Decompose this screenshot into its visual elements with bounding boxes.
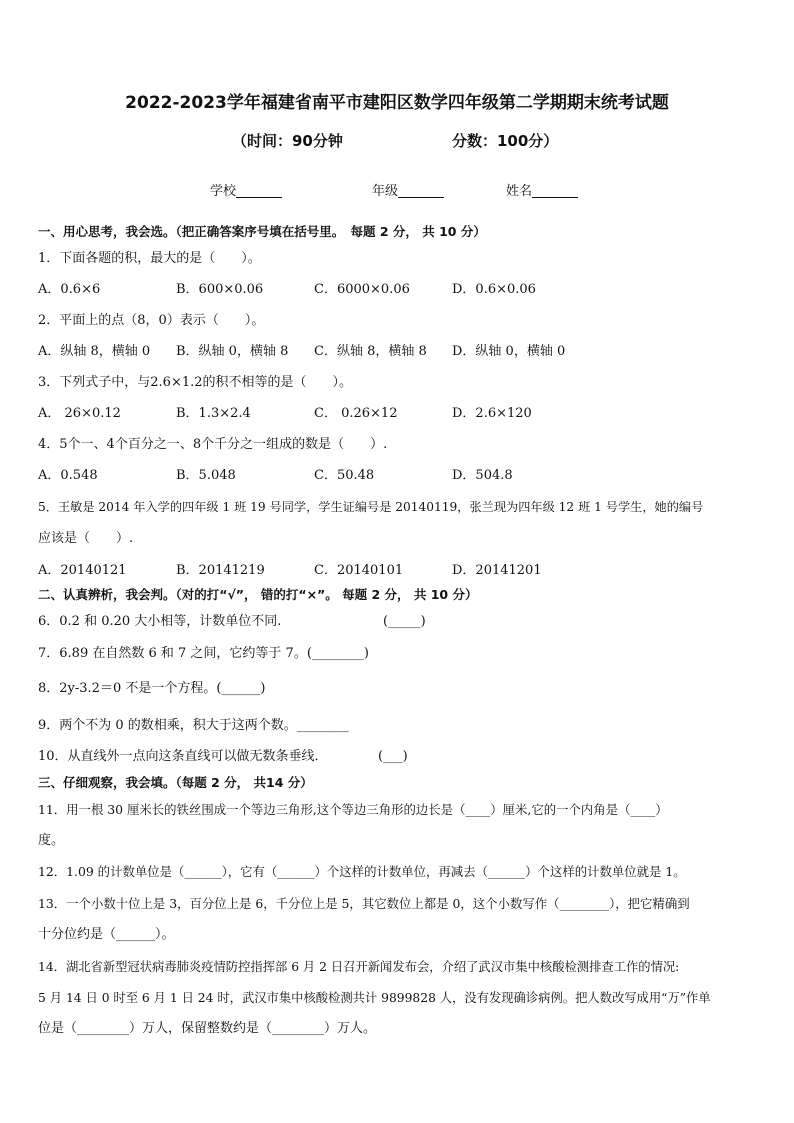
q3-option-d[interactable]: D．2.6×120	[452, 406, 532, 421]
q4-option-c[interactable]: C．50.48	[314, 468, 375, 483]
question-7: 7．6.89 在自然数 6 和 7 之间，它约等于 7。(________)	[38, 646, 369, 661]
exam-time: （时间：90分钟	[232, 132, 343, 150]
q4-option-b[interactable]: B．5.048	[176, 468, 236, 483]
q10-answer-blank[interactable]: (___)	[378, 749, 408, 764]
grade-blank[interactable]	[398, 183, 444, 198]
q6-answer-blank[interactable]: (_____)	[383, 614, 426, 629]
q2-option-c[interactable]: C．纵轴 8，横轴 8	[314, 344, 427, 359]
question-13-line-1: 13．一个小数十位上是 3，百分位上是 6，千分位上是 5，其它数位上都是 0，这个小数写作（________），把它精确到	[38, 896, 690, 911]
exam-score: 分数：100分）	[452, 132, 559, 150]
question-5-line-1: 5．王敏是 2014 年入学的四年级 1 班 19 号同学，学生证编号是 20140119，张兰现为四年级 12 班 1 号学生，她的编号	[38, 500, 704, 514]
section-1-heading: 一、用心思考，我会选。（把正确答案序号填在括号里。 每题 2 分， 共 10 分）	[38, 224, 486, 239]
section-3-heading: 三、仔细观察，我会填。（每题 2 分， 共14 分）	[38, 775, 313, 790]
q5-option-d[interactable]: D．20141201	[452, 563, 542, 578]
q4-option-a[interactable]: A．0.548	[38, 468, 98, 483]
question-14-line-2: 5 月 14 日 0 时至 6 月 1 日 24 时，武汉市集中核酸检测共计 9899828 人，没有发现确诊病例。把人数改写成用“万”作单	[38, 991, 711, 1005]
question-13-line-2: 十分位约是（______）。	[38, 927, 175, 942]
q5-option-c[interactable]: C．20140101	[314, 563, 404, 578]
question-5-line-2: 应该是（ ）.	[38, 531, 134, 546]
question-6: 6．0.2 和 0.20 大小相等，计数单位不同.	[38, 614, 282, 629]
q2-option-d[interactable]: D．纵轴 0，横轴 0	[452, 344, 566, 359]
q4-option-d[interactable]: D．504.8	[452, 468, 513, 483]
q5-option-a[interactable]: A．20140121	[38, 563, 127, 578]
q3-option-a[interactable]: A． 26×0.12	[38, 406, 121, 421]
question-1: 1．下面各题的积，最大的是（ ）。	[38, 251, 261, 266]
question-12: 12．1.09 的计数单位是（______），它有（______）个这样的计数单位，再减去（______）个这样的计数单位就是 1。	[38, 864, 686, 879]
q2-option-b[interactable]: B．纵轴 0，横轴 8	[176, 344, 289, 359]
question-14-line-1: 14．湖北省新型冠状病毒肺炎疫情防控指挥部 6 月 2 日召开新闻发布会，介绍了武汉市集中核酸检测排查工作的情况:	[38, 960, 680, 974]
question-8: 8．2y-3.2＝0 不是一个方程。(______)	[38, 681, 266, 696]
page-title: 2022-2023学年福建省南平市建阳区数学四年级第二学期期末统考试题	[125, 93, 669, 113]
q1-option-d[interactable]: D．0.6×0.06	[452, 282, 536, 297]
name-field: 姓名	[506, 180, 578, 199]
question-14-line-3: 位是（________）万人，保留整数约是（________）万人。	[38, 1021, 377, 1036]
q3-option-b[interactable]: B．1.3×2.4	[176, 406, 251, 421]
section-2-heading: 二、认真辨析，我会判。（对的打“√”， 错的打“×”。 每题 2 分， 共 10 分）	[38, 587, 478, 602]
question-3: 3．下列式子中，与2.6×1.2的积不相等的是（ ）。	[38, 375, 353, 390]
q1-option-a[interactable]: A．0.6×6	[38, 282, 101, 297]
question-11-line-2: 度。	[38, 833, 65, 848]
school-blank[interactable]	[236, 183, 282, 198]
grade-field: 年级	[372, 180, 444, 199]
name-blank[interactable]	[532, 183, 578, 198]
q5-option-b[interactable]: B．20141219	[176, 563, 265, 578]
q3-option-c[interactable]: C． 0.26×12	[314, 406, 398, 421]
q1-option-b[interactable]: B．600×0.06	[176, 282, 264, 297]
question-4: 4．5个一、4个百分之一、8个千分之一组成的数是（ ）.	[38, 437, 388, 452]
school-field: 学校	[210, 180, 282, 199]
question-9: 9．两个不为 0 的数相乘，积大于这两个数。________	[38, 718, 349, 733]
q1-option-c[interactable]: C．6000×0.06	[314, 282, 410, 297]
question-10: 10．从直线外一点向这条直线可以做无数条垂线．	[38, 749, 328, 764]
q2-option-a[interactable]: A．纵轴 8，横轴 0	[38, 344, 151, 359]
question-2: 2．平面上的点（8，0）表示（ ）。	[38, 313, 265, 328]
question-11-line-1: 11．用一根 30 厘米长的铁丝围成一个等边三角形,这个等边三角形的边长是（____）厘米,它的一个内角是（____）	[38, 802, 668, 817]
exam-subtitle	[0, 130, 794, 152]
